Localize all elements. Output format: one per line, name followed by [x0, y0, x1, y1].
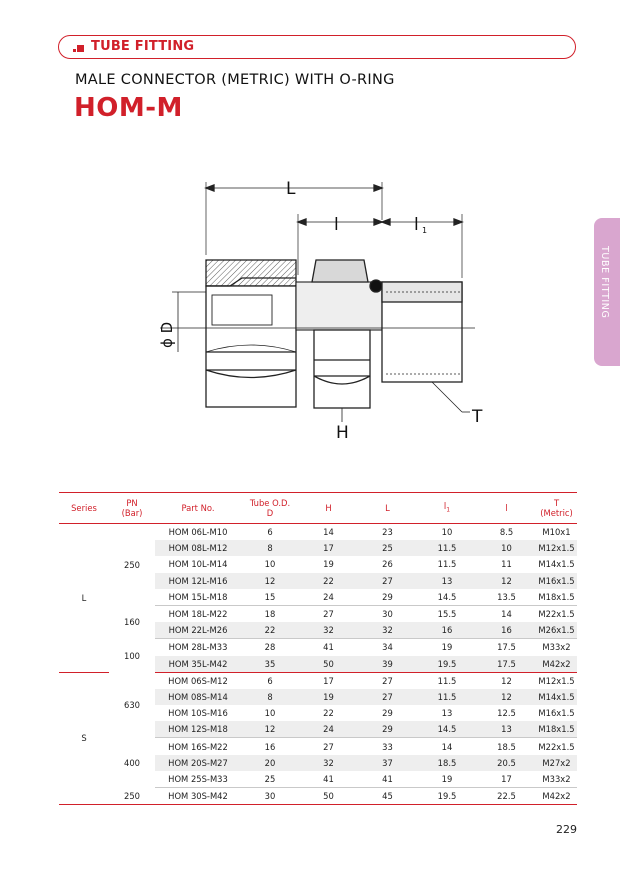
table-cell: M18x1.5 [536, 589, 577, 606]
section-header [58, 35, 576, 59]
pn-cell: 400 [124, 757, 140, 768]
col-L: L [358, 493, 417, 524]
table-cell: HOM 10L-M14 [168, 559, 228, 570]
table-cell: HOM 06L-M10 [168, 527, 228, 538]
side-tab-label: TUBE FITTING [599, 246, 610, 319]
table-cell: 50 [299, 788, 358, 805]
o-ring [370, 280, 382, 292]
table-cell: 17 [477, 771, 536, 788]
dim-label-l1: l [414, 215, 419, 235]
table-cell: 27 [382, 675, 393, 686]
table-cell: 18.5 [497, 741, 516, 752]
table-cell: 45 [358, 788, 417, 805]
pn-cell: 250 [109, 788, 155, 805]
table-cell: HOM 20S-M27 [155, 755, 241, 771]
table-cell: 14 [501, 609, 512, 620]
table-cell: 22 [241, 622, 299, 639]
table-cell: 25 [241, 771, 299, 788]
table-cell: HOM 35L-M42 [155, 656, 241, 673]
table-cell: HOM 12L-M16 [155, 573, 241, 589]
table-row [59, 639, 577, 656]
table-cell: 19 [299, 689, 358, 705]
table-cell: 19 [441, 642, 453, 653]
series-cell: S [59, 672, 109, 805]
table-row [59, 738, 577, 755]
table-cell: 28 [264, 642, 276, 653]
table-cell: 35 [241, 656, 299, 673]
table-cell: M26x1.5 [536, 622, 577, 639]
table-cell: 41 [323, 642, 334, 653]
col-series: Series [59, 493, 109, 524]
table-cell: HOM 06S-M12 [168, 675, 228, 686]
table-cell: 6 [267, 527, 273, 538]
table-cell: 17 [323, 675, 334, 686]
table-cell: 14.5 [417, 589, 477, 606]
table-cell: M14x1.5 [536, 689, 577, 705]
table-cell: M33x2 [536, 771, 577, 788]
table-cell: M14x1.5 [538, 559, 575, 570]
technical-drawing [150, 170, 483, 445]
table-cell: 20.5 [477, 755, 536, 771]
table-row [59, 788, 577, 805]
table-cell: 27 [323, 741, 334, 752]
table-cell: 13 [441, 708, 453, 719]
table-cell: M27x2 [536, 755, 577, 771]
table-cell: 26 [382, 559, 393, 570]
table-cell: 19 [323, 559, 334, 570]
table-cell: 29 [358, 589, 417, 606]
table-cell: 10 [441, 527, 453, 538]
dim-label-L: L [286, 179, 296, 199]
table-cell: 23 [382, 527, 393, 538]
table-cell: M22x1.5 [538, 609, 575, 620]
dim-label-l1-sub: 1 [422, 226, 428, 235]
dim-label-T: T [472, 407, 483, 427]
table-cell: 41 [358, 771, 417, 788]
table-cell: 19.5 [417, 788, 477, 805]
table-cell: 29 [358, 721, 417, 738]
table-cell: 17.5 [477, 656, 536, 673]
table-cell: 8 [241, 689, 299, 705]
table-cell: M12x1.5 [536, 540, 577, 556]
table-cell: 30 [241, 788, 299, 805]
table-cell: M33x2 [542, 642, 571, 653]
table-cell: 12 [241, 573, 299, 589]
col-pn: PN (Bar) [109, 493, 155, 524]
table-cell: M10x1 [542, 527, 571, 538]
table-cell: 27 [358, 573, 417, 589]
dim-label-D: ϕ D [158, 321, 176, 348]
table-cell: 14 [323, 527, 334, 538]
body-hex [314, 330, 370, 408]
table-cell: M22x1.5 [538, 741, 575, 752]
table-cell: 12 [477, 573, 536, 589]
table-cell: 6 [267, 675, 273, 686]
table-cell: 25 [358, 540, 417, 556]
col-l1: $l_1$ [417, 493, 477, 524]
table-cell: 13 [477, 721, 536, 738]
table-cell: 22 [299, 573, 358, 589]
table-cell: 8 [241, 540, 299, 556]
table-cell: 12 [477, 689, 536, 705]
table-cell: 13.5 [477, 589, 536, 606]
pn-cell: 160 [124, 617, 140, 628]
body-hex-top [312, 260, 368, 282]
table-cell: HOM 18L-M22 [168, 609, 228, 620]
dim-label-l: l [334, 215, 339, 235]
table-cell: HOM 16S-M22 [168, 741, 228, 752]
table-cell: M16x1.5 [538, 708, 575, 719]
table-cell: 14 [441, 741, 453, 752]
header-bullet-icon [73, 49, 76, 52]
table-cell: 17 [299, 540, 358, 556]
product-subtitle: MALE CONNECTOR (METRIC) WITH O-RING [75, 72, 395, 88]
table-cell: 18 [264, 609, 276, 620]
table-cell: 32 [358, 622, 417, 639]
table-cell: 17.5 [497, 642, 516, 653]
dim-label-H: H [336, 423, 349, 443]
table-row [59, 605, 577, 622]
spec-table [59, 492, 577, 805]
table-cell: M12x1.5 [538, 675, 575, 686]
table-cell: 29 [382, 708, 393, 719]
pn-cell: 250 [124, 559, 140, 570]
table-cell: 19 [417, 771, 477, 788]
table-cell: 16 [477, 622, 536, 639]
table-cell: 24 [299, 721, 358, 738]
pn-cell: 630 [124, 700, 140, 711]
table-cell: 8.5 [499, 527, 514, 538]
col-tube: Tube O.D. D [241, 493, 299, 524]
table-cell: 33 [382, 741, 393, 752]
table-cell: 10 [264, 708, 276, 719]
header-square-icon [77, 45, 84, 52]
table-cell: 27 [323, 609, 334, 620]
table-cell: 22.5 [477, 788, 536, 805]
table-cell: 10 [477, 540, 536, 556]
table-cell: 11.5 [417, 689, 477, 705]
table-header-row [59, 493, 577, 524]
table-cell: 11 [501, 559, 512, 570]
table-cell: HOM 15L-M18 [155, 589, 241, 606]
table-cell: 10 [264, 559, 276, 570]
table-cell: HOM 08S-M14 [155, 689, 241, 705]
table-cell: 39 [358, 656, 417, 673]
table-cell: 13 [417, 573, 477, 589]
section-title: TUBE FITTING [91, 39, 195, 54]
table-cell: 16 [264, 741, 276, 752]
series-cell: L [59, 524, 109, 673]
table-cell: HOM 12S-M18 [155, 721, 241, 738]
col-h: H [299, 493, 358, 524]
nut-body [206, 286, 296, 407]
table-cell: HOM 08L-M12 [155, 540, 241, 556]
table-cell: 14.5 [417, 721, 477, 738]
product-code: HOM-M [74, 93, 183, 123]
col-t: T (Metric) [536, 493, 577, 524]
table-cell: M42x2 [536, 656, 577, 673]
table-cell: 12 [241, 721, 299, 738]
table-cell: M16x1.5 [536, 573, 577, 589]
table-cell: 27 [358, 689, 417, 705]
table-cell: 15.5 [437, 609, 457, 620]
table-cell: 41 [299, 771, 358, 788]
table-row [59, 672, 577, 689]
table-cell: 19.5 [417, 656, 477, 673]
table-cell: 11.5 [437, 559, 457, 570]
table-cell: 34 [382, 642, 393, 653]
page-number: 229 [556, 823, 577, 836]
table-cell: HOM 25S-M33 [155, 771, 241, 788]
table-cell: M42x2 [536, 788, 577, 805]
table-cell: 16 [417, 622, 477, 639]
side-tab [594, 218, 620, 366]
table-cell: HOM 28L-M33 [168, 642, 228, 653]
body-center [296, 282, 382, 330]
table-cell: 37 [358, 755, 417, 771]
pn-cell: 100 [124, 650, 140, 661]
table-cell: 24 [299, 589, 358, 606]
table-cell: 11.5 [417, 540, 477, 556]
table-cell: HOM 30S-M42 [155, 788, 241, 805]
col-l: l [477, 493, 536, 524]
table-cell: 12.5 [497, 708, 516, 719]
table-cell: 15 [241, 589, 299, 606]
table-cell: 32 [299, 622, 358, 639]
table-cell: HOM 22L-M26 [155, 622, 241, 639]
table-cell: HOM 10S-M16 [168, 708, 228, 719]
nut-section [206, 260, 296, 286]
table-cell: 32 [299, 755, 358, 771]
col-part: Part No. [155, 493, 241, 524]
table-cell: 30 [382, 609, 393, 620]
table-cell: M18x1.5 [536, 721, 577, 738]
table-cell: 12 [501, 675, 512, 686]
table-cell: 22 [323, 708, 334, 719]
table-cell: 20 [241, 755, 299, 771]
table-cell: 18.5 [417, 755, 477, 771]
table-cell: 11.5 [437, 675, 457, 686]
table-cell: 50 [299, 656, 358, 673]
table-row [59, 524, 577, 541]
